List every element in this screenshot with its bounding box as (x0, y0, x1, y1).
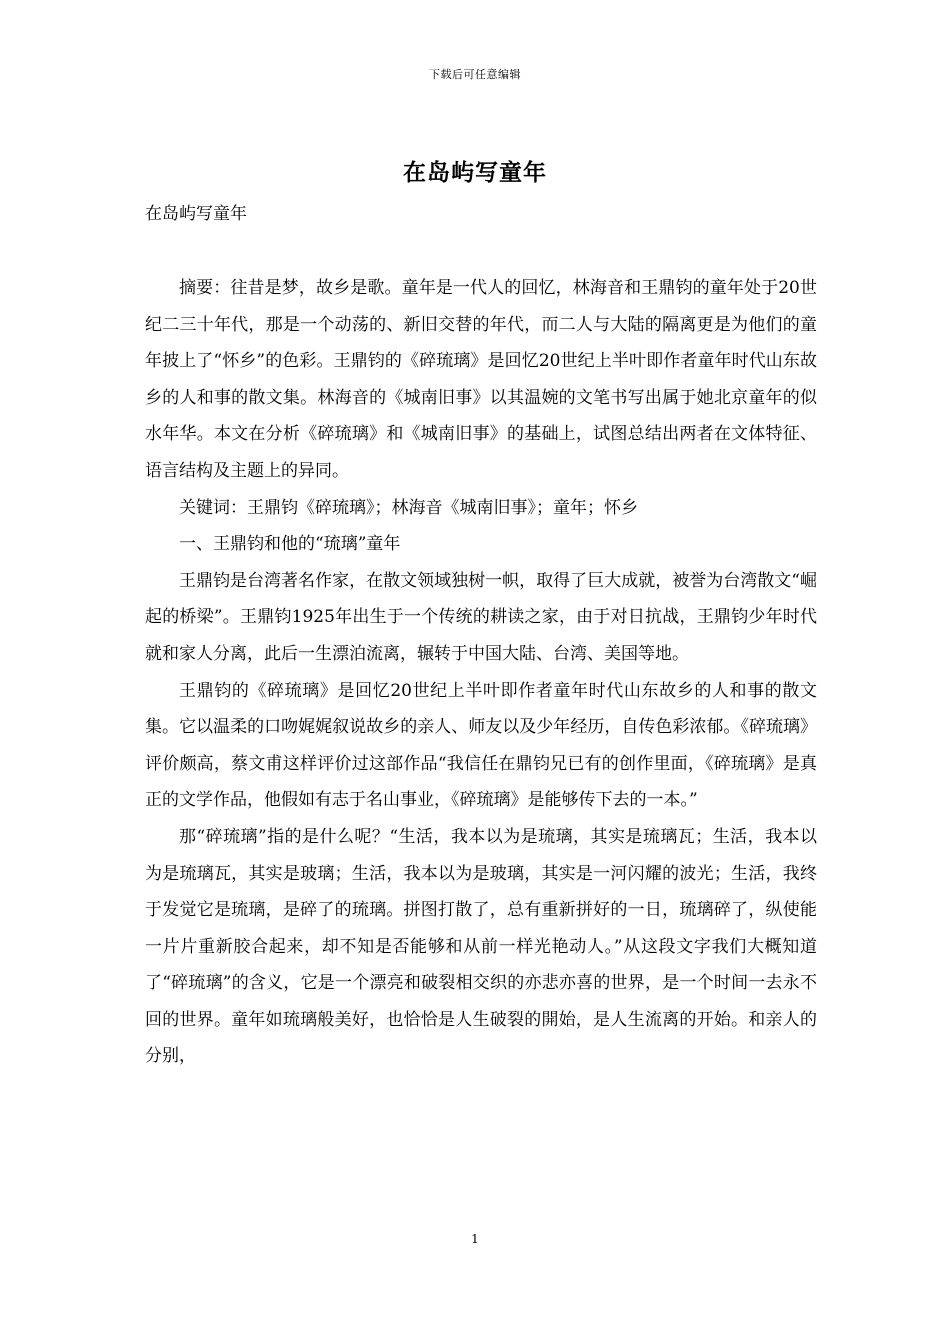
document-subtitle: 在岛屿写童年 (145, 204, 247, 224)
document-body (145, 270, 817, 1075)
page-number: 1 (471, 1232, 479, 1246)
body-paragraph: 王鼎钧是台湾著名作家，在散文领域独树一帜，取得了巨大成就，被誉为台湾散文“崛起的桥梁”。王鼎钧1925年出生于一个传统的耕读之家，由于对日抗战，王鼎钧少年时代就和家人分离，此后一生漂泊流离，辗转于中国大陆、台湾、美国等地。 (145, 570, 817, 664)
body-paragraph: 王鼎钧的《碎琉璃》是回忆20世纪上半叶即作者童年时代山东故乡的人和事的散文集。它以温柔的口吻娓娓叙说故乡的亲人、师友以及少年经历，自传色彩浓郁。《碎琉璃》评价颇高，蔡文甫这样评价过这部作品“我信任在鼎钧兄已有的创作里面，《碎琉璃》是真正的文学作品，他假如有志于名山事业，《碎琉璃》是能够传下去的一本。” (145, 680, 817, 811)
header-note: 下载后可任意编辑 (429, 68, 521, 81)
section-heading: 一、王鼎钧和他的“琉璃”童年 (179, 534, 401, 555)
document-title: 在岛屿写童年 (403, 159, 547, 186)
body-paragraph: 那“碎琉璃”指的是什么呢？“生活，我本以为是琉璃，其实是琉璃瓦；生活，我本以为是琉璃瓦，其实是玻璃；生活，我本以为是玻璃，其实是一河闪耀的波光；生活，我终于发觉它是琉璃，是碎了的琉璃。拼图打散了，总有重新拼好的一日，琉璃碎了，纵使能一片片重新胶合起来，却不知是否能够和从前一样光艳动人。”从这段文字我们大概知道了“碎琉璃”的含义，它是一个漂亮和破裂相交织的亦悲亦喜的世界，是一个时间一去永不回的世界。童年如琉璃般美好，也恰恰是人生破裂的開始，是人生流离的开始。和亲人的分别， (145, 826, 817, 1067)
abstract-paragraph: 摘要：往昔是梦，故乡是歌。童年是一代人的回忆，林海音和王鼎钧的童年处于20世纪二三十年代，那是一个动荡的、新旧交替的年代，而二人与大陆的隔离更是为他们的童年披上了“怀乡”的色彩。王鼎钧的《碎琉璃》是回忆20世纪上半叶即作者童年时代山东故乡的人和事的散文集。林海音的《城南旧事》以其温婉的文笔书写出属于她北京童年的似水年华。本文在分析《碎琉璃》和《城南旧事》的基础上，试图总结出两者在文体特征、语言结构及主题上的异同。 (145, 278, 817, 481)
keywords-paragraph: 关键词：王鼎钧《碎琉璃》；林海音《城南旧事》；童年；怀乡 (179, 497, 638, 518)
